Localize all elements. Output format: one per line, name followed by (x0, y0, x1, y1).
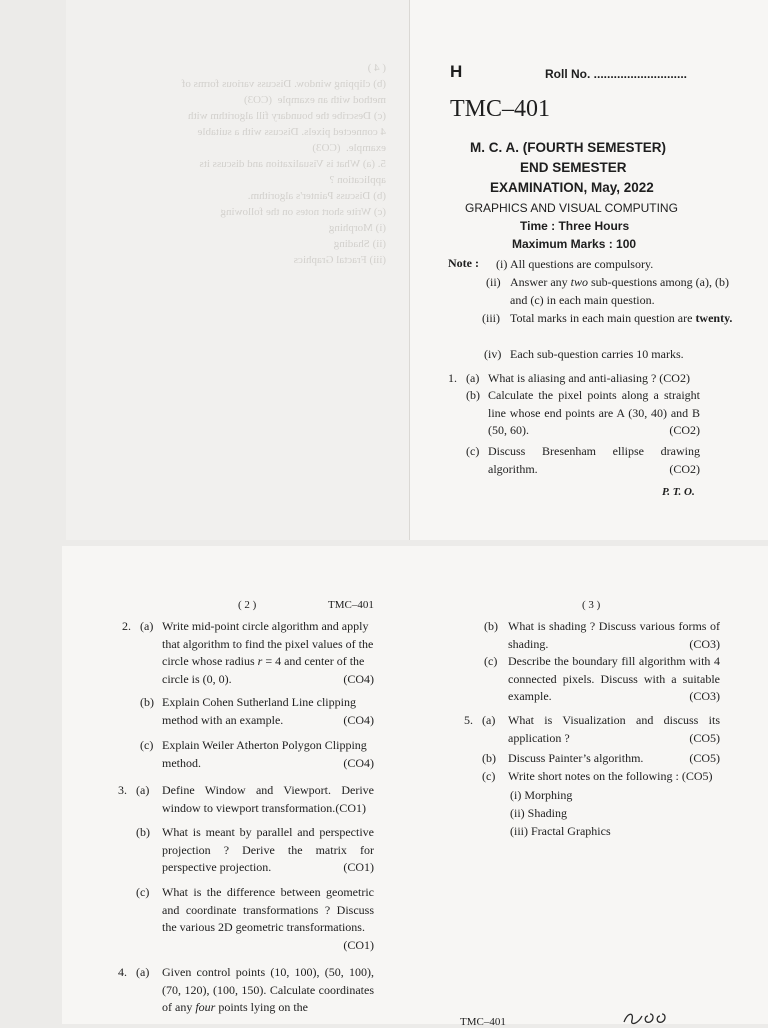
page-number: ( 3 ) (582, 599, 601, 611)
handwritten-mark (620, 1008, 680, 1028)
list-item: (ii) Shading (510, 806, 567, 820)
top-left-page-back (66, 0, 410, 540)
page-3: ( 3 ) (b) What is shading ? Discuss various forms of shading. (CO3) (c) Describe the boundary fill algorithm with 4 connected pixels. Discuss with a suitable example. (CO3) 5. (a) What is Visualization and discuss its application ? (CO5) (b) Discuss Painter’s algorithm. (CO5) (c) Write short notes on the following : (CO5) (i) Morphing (ii) Shading (iii) Fractal Graphics TMC–401 (430, 546, 768, 1024)
series-label: H (450, 62, 463, 81)
page-code: TMC–401 (328, 599, 374, 611)
list-item: (i) Morphing (510, 788, 573, 802)
show-through-text: ( 4 ) (b) clipping window. Discuss various forms of method with an example (CO3) (c) Describe the boundary fill algorithm with 4 connected pixels. Discuss with a suitable example. (CO3) 5. (a) What is Visualization and discuss its application ? (b) Discuss Painter's algorithm. (c) Write short notes on the following (i) Morphing (ii) Shading (iii) Fractal Graphics (181, 62, 386, 266)
note-label: Note : (448, 256, 479, 270)
page-2: ( 2 ) TMC–401 2. (a) Write mid-point circle algorithm and apply that algorithm to find the pixel values of the circle whose radius r = 4 and center of the circle is (0, 0). (CO4) (b) Explain Cohen Sutherland Line clipping method with an example. (CO4) (c) Explain Weiler Atherton Polygon Clipping method. (CO4) 3. (a) Define Window and Viewport. Derive window to viewport transformation.(CO1) (b) What is meant by parallel and perspective projection ? Derive the matrix for perspective projection. (CO1) (c) What is the difference between geometric and coordinate transformations ? Discuss the various 2D geometric transformations. (CO1) 4. (a) Given control points (10, 100), (50, 100), (70, 120), (100, 150). Calculate coordinates of any four points lying on the (62, 546, 430, 1024)
course-title: M. C. A. (FOURTH SEMESTER) (470, 140, 666, 155)
page-number: ( 2 ) (238, 599, 257, 611)
max-marks-line: Maximum Marks : 100 (512, 237, 637, 251)
footer-code: TMC–401 (460, 1016, 506, 1028)
exam-line2: EXAMINATION, May, 2022 (490, 180, 654, 195)
paper-code: TMC–401 (450, 96, 551, 122)
time-line: Time : Three Hours (520, 219, 630, 233)
subject-title: GRAPHICS AND VISUAL COMPUTING (465, 201, 678, 215)
exam-line1: END SEMESTER (520, 160, 627, 175)
list-item: (iii) Fractal Graphics (510, 824, 611, 838)
pto-label: P. T. O. (662, 486, 695, 498)
roll-no-field: Roll No. ............................ (545, 67, 688, 81)
cover-page: H Roll No. ............................ TMC–401 M. C. A. (FOURTH SEMESTER) END SEMESTER EXAMINATION, May, 2022 GRAPHICS AND VISUAL COMPUTING Time : Three Hours Maximum Marks : 100 Note : (i) All questions are compulsory. (ii) Answer any two sub-questions among (a), (b) and (c) in each main question. (iii) Total marks in each main question are twenty. (iv) Each sub-question carries 10 marks. 1. (a) What is aliasing and anti-aliasing ? (CO2) (b) Calculate the pixel points along a straight line whose end points are A (30, 40) and B (50, 60). (CO2) (c) Discuss Bresenham ellipse drawing algorithm. (CO2) P. T. O. (410, 0, 768, 540)
